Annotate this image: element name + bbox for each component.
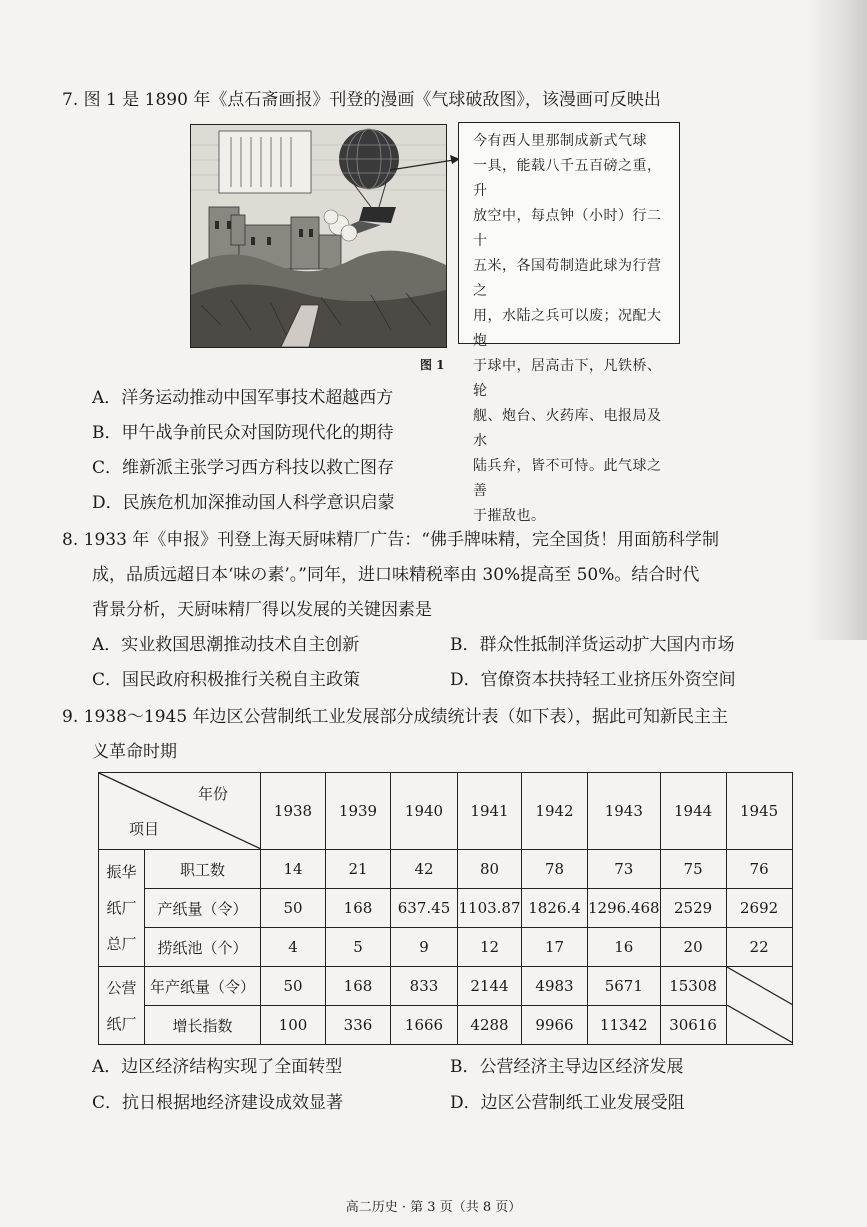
q9-option-b: B．公营经济主导边区经济发展: [450, 1057, 684, 1077]
table-cell: 1826.4: [522, 889, 588, 928]
corner-label-year: 年份: [197, 785, 228, 803]
row-label: 年产纸量（令）: [145, 967, 261, 1006]
year-header: 1941: [458, 773, 522, 850]
table-cell: 1666: [391, 1006, 458, 1045]
q8-option-c: C．国民政府积极推行关税自主政策: [92, 670, 361, 690]
table-cell: 100: [261, 1006, 326, 1045]
bleed-through-shadow: [807, 0, 867, 640]
group-label-line: 纸厂: [106, 899, 137, 917]
year-header: 1945: [726, 773, 792, 850]
q9-statistics-table: [98, 772, 793, 1045]
table-cell: 16: [588, 928, 661, 967]
q8-option-a: A．实业救国思潮推动技术自主创新: [92, 635, 360, 655]
group-label-line: 振华: [106, 863, 137, 881]
table-cell: 4: [261, 928, 326, 967]
table-cell: 78: [522, 850, 588, 889]
empty-diagonal-cell: [726, 967, 792, 1045]
table-cell: 20: [660, 928, 726, 967]
table-cell: 4983: [522, 967, 588, 1006]
table-cell: 15308: [660, 967, 726, 1006]
q8-option-b: B．群众性抵制洋货运动扩大国内市场: [450, 635, 735, 655]
arrow-icon: [390, 150, 462, 180]
table-cell: 833: [391, 967, 458, 1006]
corner-label-item: 项目: [129, 820, 160, 838]
table-cell: 22: [726, 928, 792, 967]
q8-stem-line-2: 成，品质远超日本‘味の素’。”同年，进口味精税率由 30%提高至 50%。结合时代: [92, 565, 700, 585]
table-cell: 9: [391, 928, 458, 967]
q8-option-d: D．官僚资本扶持轻工业挤压外资空间: [450, 670, 736, 690]
q7-stem: 7. 图 1 是 1890 年《点石斋画报》刊登的漫画《气球破敌图》，该漫画可反映出: [62, 90, 661, 110]
q7-option-c: C．维新派主张学习西方科技以救亡图存: [92, 458, 395, 478]
group-label-line: 总厂: [106, 935, 137, 953]
year-header: 1940: [391, 773, 458, 850]
q7-figure-caption: 图 1: [420, 358, 445, 372]
table-cell: 12: [458, 928, 522, 967]
group-label-zhenhua: [99, 850, 145, 967]
table-cell: 30616: [660, 1006, 726, 1045]
table-cell: 75: [660, 850, 726, 889]
group-label-line: 纸厂: [106, 1014, 137, 1033]
q9-stem-line-2: 义革命时期: [92, 742, 177, 762]
corner-diagonal-line: [99, 773, 261, 849]
table-cell: 168: [326, 889, 391, 928]
table-cell: 80: [458, 850, 522, 889]
q7-option-b: B．甲午战争前民众对国防现代化的期待: [92, 423, 394, 443]
table-cell: 1296.468: [588, 889, 661, 928]
table-cell: 76: [726, 850, 792, 889]
q9-option-c: C．抗日根据地经济建设成效显著: [92, 1093, 344, 1113]
q9-option-d: D．边区公营制纸工业发展受阻: [450, 1093, 685, 1113]
group-label-public: [99, 967, 145, 1045]
row-label: 捞纸池（个）: [145, 928, 261, 967]
row-label: 增长指数: [145, 1006, 261, 1045]
row-label: 产纸量（令）: [145, 889, 261, 928]
table-cell: 50: [261, 967, 326, 1006]
table-cell: 14: [261, 850, 326, 889]
q7-figure-text-box: [458, 122, 680, 524]
year-header: 1942: [522, 773, 588, 850]
cell-diagonal-line: [727, 1005, 793, 1043]
year-header: 1939: [326, 773, 391, 850]
table-cell: 2144: [458, 967, 522, 1006]
q8-stem-line-1: 8. 1933 年《申报》刊登上海天厨味精厂广告：“佛手牌味精，完全国货！用面筋科学制: [62, 530, 719, 550]
table-cell: 73: [588, 850, 661, 889]
q8-stem-line-3: 背景分析，天厨味精厂得以发展的关键因素是: [92, 600, 432, 620]
table-cell: 1103.87: [458, 889, 522, 928]
table-cell: 336: [326, 1006, 391, 1045]
q7-figure-text: 今有西人里那制成新式气球 一具，能载八千五百磅之重，升 放空中，每点钟（小时）行二十 五米，各国苟制造此球为行营之 用，水陆之兵可以废；况配大炮 于球中，居高击下，凡铁桥、轮 舰、炮台、火药库、电报局及水 陆兵弁，皆不可恃。此气球之善 于摧敌也。: [473, 133, 662, 524]
year-header: 1944: [660, 773, 726, 850]
table-cell: 9966: [522, 1006, 588, 1045]
table-cell: 17: [522, 928, 588, 967]
table-cell: 21: [326, 850, 391, 889]
table-corner-cell: [99, 773, 261, 850]
table-cell: 2692: [726, 889, 792, 928]
table-cell: 5671: [588, 967, 661, 1006]
q7-option-a: A．洋务运动推动中国军事技术超越西方: [92, 388, 394, 408]
group-label-line: 公营: [106, 978, 137, 997]
table-cell: 50: [261, 889, 326, 928]
q7-option-d: D．民族危机加深推动国人科学意识启蒙: [92, 493, 395, 513]
year-header: 1943: [588, 773, 661, 850]
page-footer: 高二历史 · 第 3 页（共 8 页）: [345, 1200, 522, 1215]
table-cell: 11342: [588, 1006, 661, 1045]
table-cell: 4288: [458, 1006, 522, 1045]
row-label: 职工数: [145, 850, 261, 889]
table-cell: 42: [391, 850, 458, 889]
table-cell: 637.45: [391, 889, 458, 928]
q9-stem-line-1: 9. 1938～1945 年边区公营制纸工业发展部分成绩统计表（如下表），据此可知新民主主: [62, 707, 729, 727]
q9-option-a: A．边区经济结构实现了全面转型: [92, 1057, 343, 1077]
table-cell: 168: [326, 967, 391, 1006]
year-header: 1938: [261, 773, 326, 850]
table-cell: 5: [326, 928, 391, 967]
table-cell: 2529: [660, 889, 726, 928]
cell-diagonal-line: [727, 967, 793, 1005]
